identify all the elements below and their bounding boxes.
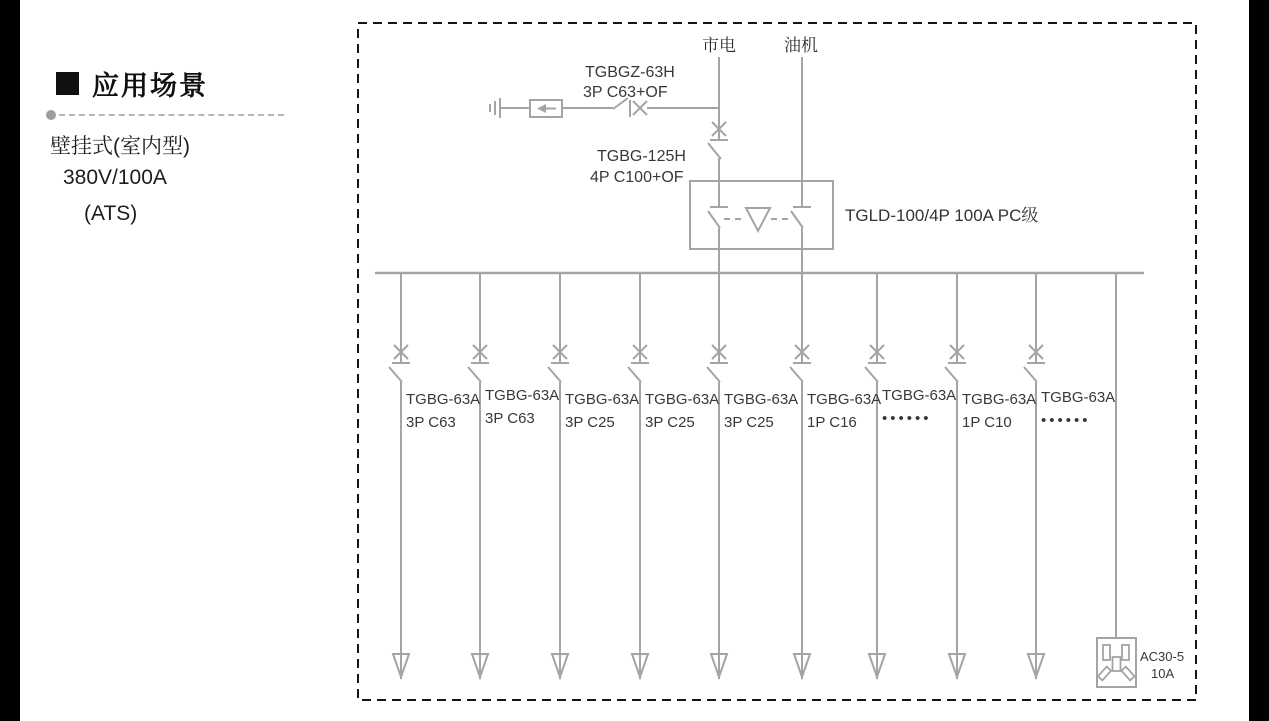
branch-9-symbol: [1024, 272, 1045, 679]
socket-model: AC30-5: [1140, 649, 1185, 664]
branch-4-model: TGBG-63A: [645, 391, 720, 408]
branch-8-symbol: [945, 272, 966, 679]
spd-arrow-icon: [537, 104, 546, 113]
branch-4-symbol: [628, 272, 649, 679]
socket-icon: [1097, 638, 1136, 687]
diagram-dashed-border: [358, 23, 1196, 700]
branch-9-spec: ••••••: [1041, 412, 1091, 429]
spd-branch-symbol: [490, 98, 719, 118]
branch-7-spec: ••••••: [882, 410, 932, 427]
spd-breaker-spec: 3P C63+OF: [583, 84, 668, 101]
branch-5-symbol: [707, 272, 728, 679]
branch-1-model: TGBG-63A: [406, 391, 481, 408]
section-title: 应用场景: [92, 71, 208, 101]
branch-3-spec: 3P C25: [565, 414, 615, 431]
branch-4-spec: 3P C25: [645, 414, 695, 431]
ats-label: TGLD-100/4P 100A PC级: [845, 206, 1039, 225]
branch-5-model: TGBG-63A: [724, 391, 799, 408]
branch-2-model: TGBG-63A: [485, 387, 560, 404]
generator-source-label: 油机: [784, 36, 818, 55]
branch-3-symbol: [548, 272, 569, 679]
branch-2-spec: 3P C63: [485, 410, 535, 427]
socket-rating: 10A: [1151, 666, 1175, 681]
branch-8-spec: 1P C10: [962, 414, 1012, 431]
branch-1-spec: 3P C63: [406, 414, 456, 431]
ats-switch-symbol: [690, 181, 833, 274]
branch-6-spec: 1P C16: [807, 414, 857, 431]
branch-7-model: TGBG-63A: [882, 387, 957, 404]
mains-line-and-main-breaker-symbol: [708, 57, 728, 181]
mains-source-label: 市电: [702, 36, 736, 55]
ats-interlock-triangle-icon: [746, 208, 770, 231]
main-breaker-model: TGBG-125H: [597, 148, 686, 165]
branch-9-model: TGBG-63A: [1041, 389, 1116, 406]
branch-2-symbol: [468, 272, 489, 679]
rating-text: 380V/100A: [63, 166, 167, 189]
socket-branch: [1097, 274, 1184, 687]
branch-6-model: TGBG-63A: [807, 391, 882, 408]
main-breaker-spec: 4P C100+OF: [590, 169, 684, 186]
branch-3-model: TGBG-63A: [565, 391, 640, 408]
spd-breaker-model: TGBGZ-63H: [585, 64, 675, 81]
branch-5-spec: 3P C25: [724, 414, 774, 431]
branch-8-model: TGBG-63A: [962, 391, 1037, 408]
branch-1-symbol: [389, 272, 410, 679]
ats-text: (ATS): [84, 202, 138, 225]
branch-7-symbol: [865, 272, 886, 679]
mounting-type-text: 壁挂式(室内型): [50, 135, 190, 158]
branch-6-symbol: [790, 272, 811, 679]
